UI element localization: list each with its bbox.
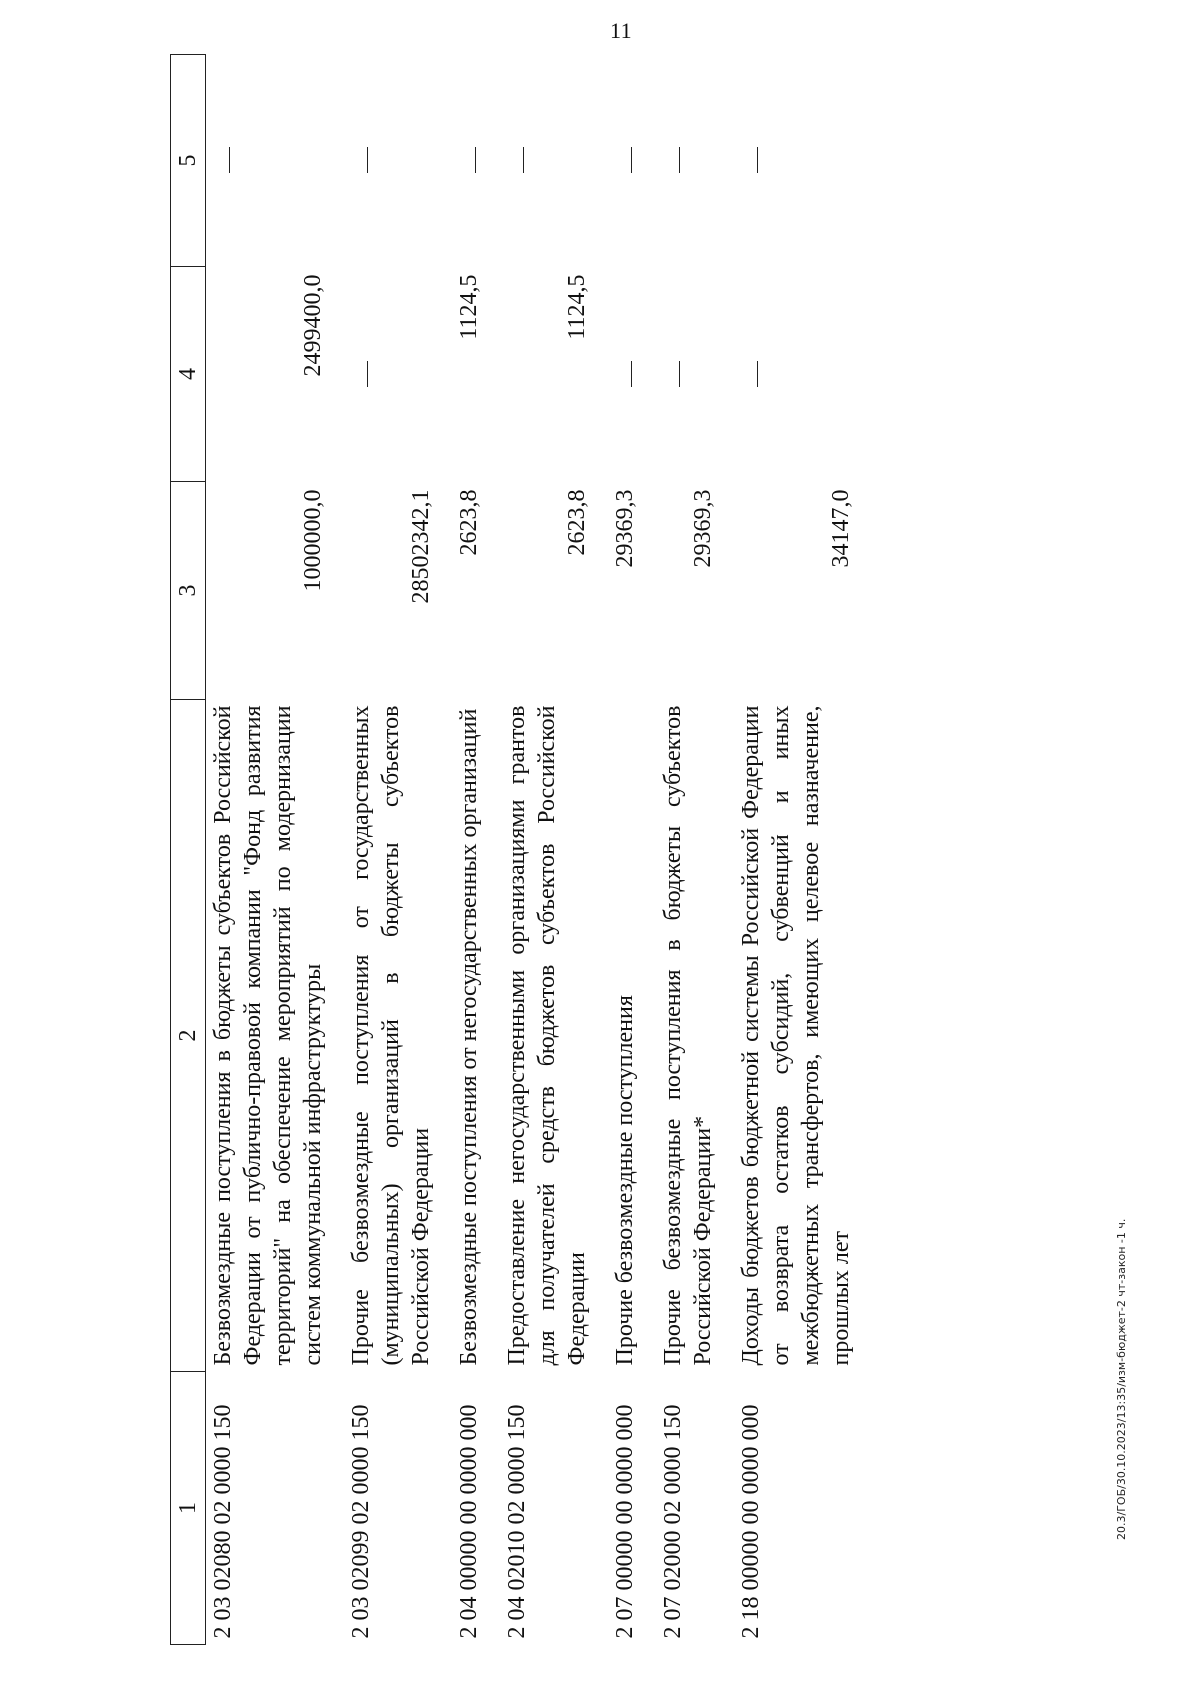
dash-mark [631, 361, 632, 387]
dash-col5 [206, 55, 345, 267]
amount-col3: 28502342,1 [408, 489, 434, 604]
amount-col4: 2499400,0 [300, 274, 326, 377]
column-header-3: 3 [171, 482, 206, 700]
dash-col5 [344, 55, 452, 267]
dash-col4 [656, 267, 734, 482]
table-row [500, 55, 608, 1645]
dash-col5 [452, 55, 500, 267]
revenue-name: Прочие безвозмездные поступления в бюджеты субъектов Российской Федерации* [660, 705, 716, 1366]
amount-col3: 2623,8 [564, 489, 590, 556]
amount-col3: 1000000,0 [300, 489, 326, 592]
budget-code: 2 03 02080 02 0000 150 [210, 1404, 236, 1639]
dash-mark [679, 148, 680, 174]
table-row [734, 55, 872, 1645]
document-footer-stamp: 20.3/ГОБ/30.10.2023/13:35/изм-бюджет-2 чт-закон -1 ч. [1115, 1218, 1128, 1540]
dash-col5 [608, 55, 656, 267]
revenue-name: Доходы бюджетов бюджетной системы Российской Федерации от возврата остатков субсидий, субвенций и иных межбюджетных трансфертов, имеющих целевое назначение, прошлых лет [738, 705, 854, 1366]
table-row [452, 55, 500, 1645]
dash-mark [679, 361, 680, 387]
column-header-2: 2 [171, 700, 206, 1372]
amount-col3: 29369,3 [612, 489, 638, 568]
column-header-1: 1 [171, 1372, 206, 1645]
dash-col5 [500, 55, 608, 267]
dash-mark [367, 361, 368, 387]
budget-code: 2 07 02000 02 0000 150 [660, 1404, 686, 1639]
table-row [206, 55, 345, 1645]
dash-col4 [608, 267, 656, 482]
table-row [608, 55, 656, 1645]
dash-mark [367, 148, 368, 174]
budget-code: 2 04 00000 00 0000 000 [456, 1404, 482, 1639]
dash-col4 [344, 267, 452, 482]
budget-revenue-table [170, 54, 872, 1645]
dash-col4 [734, 267, 872, 482]
budget-code: 2 04 02010 02 0000 150 [504, 1404, 530, 1639]
amount-col3: 2623,8 [456, 489, 482, 556]
budget-code: 2 07 00000 00 0000 000 [612, 1404, 638, 1639]
table-row [344, 55, 452, 1645]
dash-mark [757, 361, 758, 387]
dash-mark [229, 148, 230, 174]
revenue-name: Безвозмездные поступления от негосударственных организаций [456, 708, 482, 1366]
table-row [656, 55, 734, 1645]
dash-mark [631, 148, 632, 174]
dash-mark [757, 148, 758, 174]
dash-mark [523, 148, 524, 174]
budget-code: 2 03 02099 02 0000 150 [348, 1404, 374, 1639]
revenue-name: Предоставление негосударственными организациями грантов для получателей средств бюджетов субъектов Российской Федерации [504, 705, 590, 1366]
amount-col3: 34147,0 [828, 489, 854, 568]
revenue-name: Безвозмездные поступления в бюджеты субъектов Российской Федерации от публично-правовой компании "Фонд развития территорий" на обеспечение мероприятий по модернизации систем коммунальной инфраструктуры [210, 705, 326, 1366]
dash-col5 [734, 55, 872, 267]
column-header-5: 5 [171, 55, 206, 267]
budget-code: 2 18 00000 00 0000 000 [738, 1404, 764, 1639]
table-header [171, 55, 206, 1645]
rotated-table-sheet [170, 55, 1050, 1645]
amount-col4: 1124,5 [456, 274, 482, 340]
dash-col5 [656, 55, 734, 267]
amount-col4: 1124,5 [564, 274, 590, 340]
revenue-name: Прочие безвозмездные поступления от государственных (муниципальных) организаций в бюджеты субъектов Российской Федерации [348, 705, 434, 1366]
amount-col3: 29369,3 [690, 489, 716, 568]
revenue-name: Прочие безвозмездные поступления [612, 995, 638, 1366]
column-header-4: 4 [171, 267, 206, 482]
dash-mark [475, 148, 476, 174]
page-number: 11 [610, 18, 633, 43]
